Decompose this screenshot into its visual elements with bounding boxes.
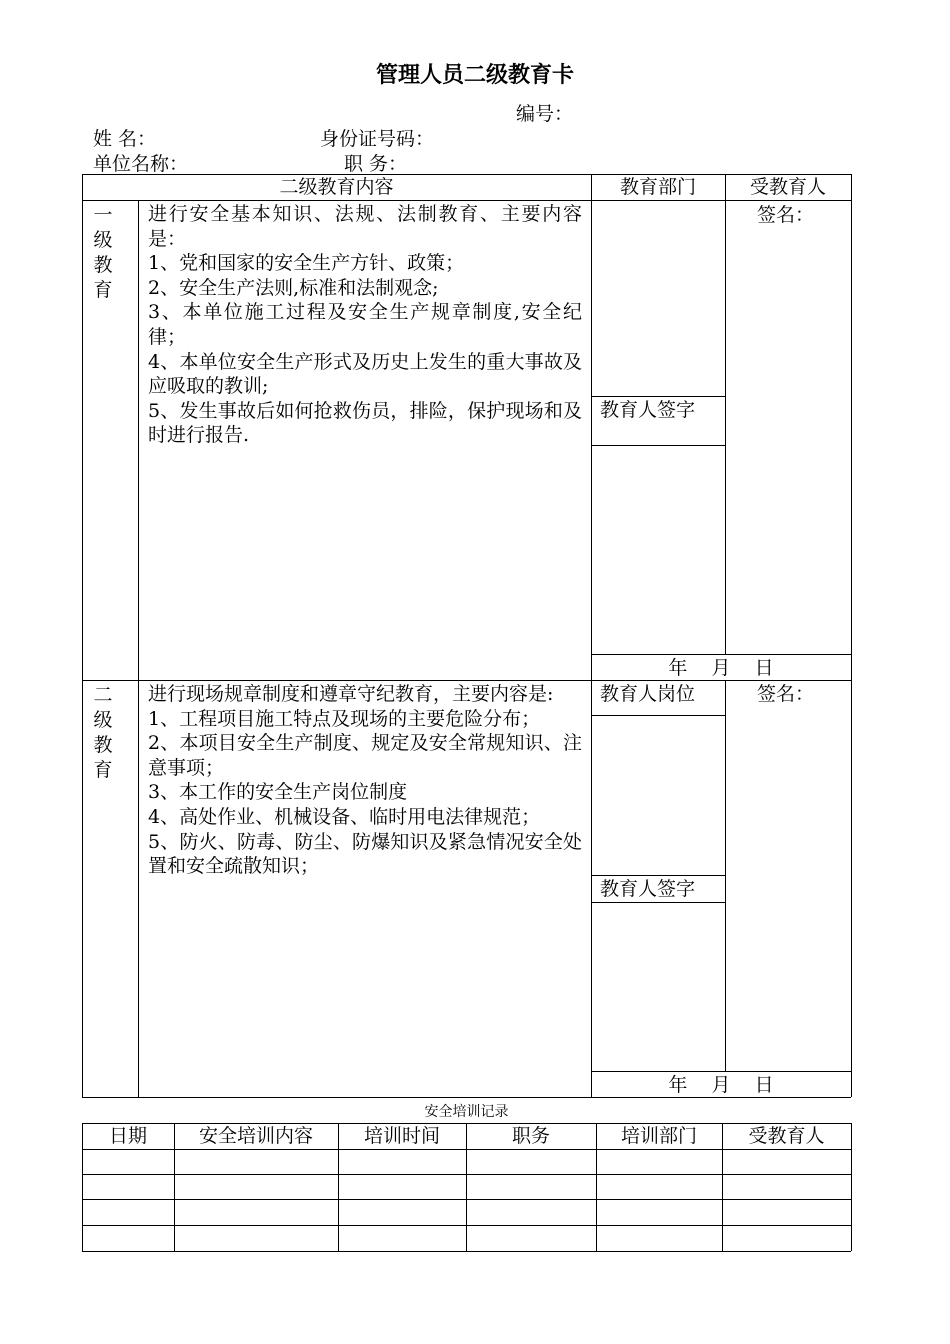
level1-content xyxy=(148,202,582,448)
column-header-dept: 教育部门 xyxy=(619,176,696,198)
training-record-caption: 安全培训记录 xyxy=(424,1104,509,1120)
level2-label: 二 级 教 育 xyxy=(93,684,113,781)
level1-date-label: 年 月 日 xyxy=(668,657,774,679)
training-header-position: 职务 xyxy=(511,1125,550,1147)
unit-name-label: 单位名称： xyxy=(93,153,189,175)
level2-line: 1、工程项目施工特点及现场的主要危险分布； xyxy=(148,707,541,730)
level1-line: 5、发生事故后如何抢救伤员，排险，保护现场和及时进行报告. xyxy=(148,399,582,447)
column-header-trainee: 受教育人 xyxy=(749,176,826,198)
id-number-label: 身份证号码： xyxy=(320,128,435,150)
level1-line: 4、本单位安全生产形式及历史上发生的重大事故及应吸取的教训; xyxy=(148,350,582,398)
training-header-trainee: 受教育人 xyxy=(748,1125,825,1147)
level1-line: 进行安全基本知识、法规、法制教育、主要内容是： xyxy=(148,203,582,250)
training-header-dept: 培训部门 xyxy=(620,1125,697,1147)
level1-sign-label: 签名： xyxy=(757,204,815,226)
serial-number-label: 编号： xyxy=(516,103,574,125)
column-header-content: 二级教育内容 xyxy=(279,176,394,198)
level2-line: 2、本项目安全生产制度、规定及安全常规知识、注意事项； xyxy=(148,732,582,779)
level2-line: 4、高处作业、机械设备、临时用电法律规范； xyxy=(148,805,541,828)
level2-educator-post-label: 教育人岗位 xyxy=(600,683,696,705)
level1-line: 2、安全生产法则,标准和法制观念; xyxy=(148,276,439,299)
level2-line: 5、防火、防毒、防尘、防爆知识及紧急情况安全处置和安全疏散知识； xyxy=(148,830,582,878)
position-label: 职 务： xyxy=(344,153,408,175)
level2-line: 进行现场规章制度和遵章守纪教育，主要内容是: xyxy=(148,683,554,705)
level2-content xyxy=(148,682,582,879)
level1-line: 3、本单位施工过程及安全生产规章制度,安全纪律； xyxy=(148,301,582,348)
training-header-date: 日期 xyxy=(108,1125,147,1147)
level2-line: 3、本工作的安全生产岗位制度 xyxy=(148,781,408,804)
level1-educator-sign-label: 教育人签字 xyxy=(600,399,696,421)
name-label: 姓 名： xyxy=(93,128,157,150)
training-header-time: 培训时间 xyxy=(363,1125,440,1147)
document-title: 管理人员二级教育卡 xyxy=(375,63,574,88)
level2-date-label: 年 月 日 xyxy=(668,1074,774,1096)
level2-sign-label: 签名： xyxy=(757,683,815,705)
level1-line: 1、党和国家的安全生产方针、政策； xyxy=(148,252,465,275)
training-header-content: 安全培训内容 xyxy=(198,1125,313,1147)
level1-label: 一 级 教 育 xyxy=(93,204,113,301)
level2-educator-sign-label: 教育人签字 xyxy=(600,878,696,900)
